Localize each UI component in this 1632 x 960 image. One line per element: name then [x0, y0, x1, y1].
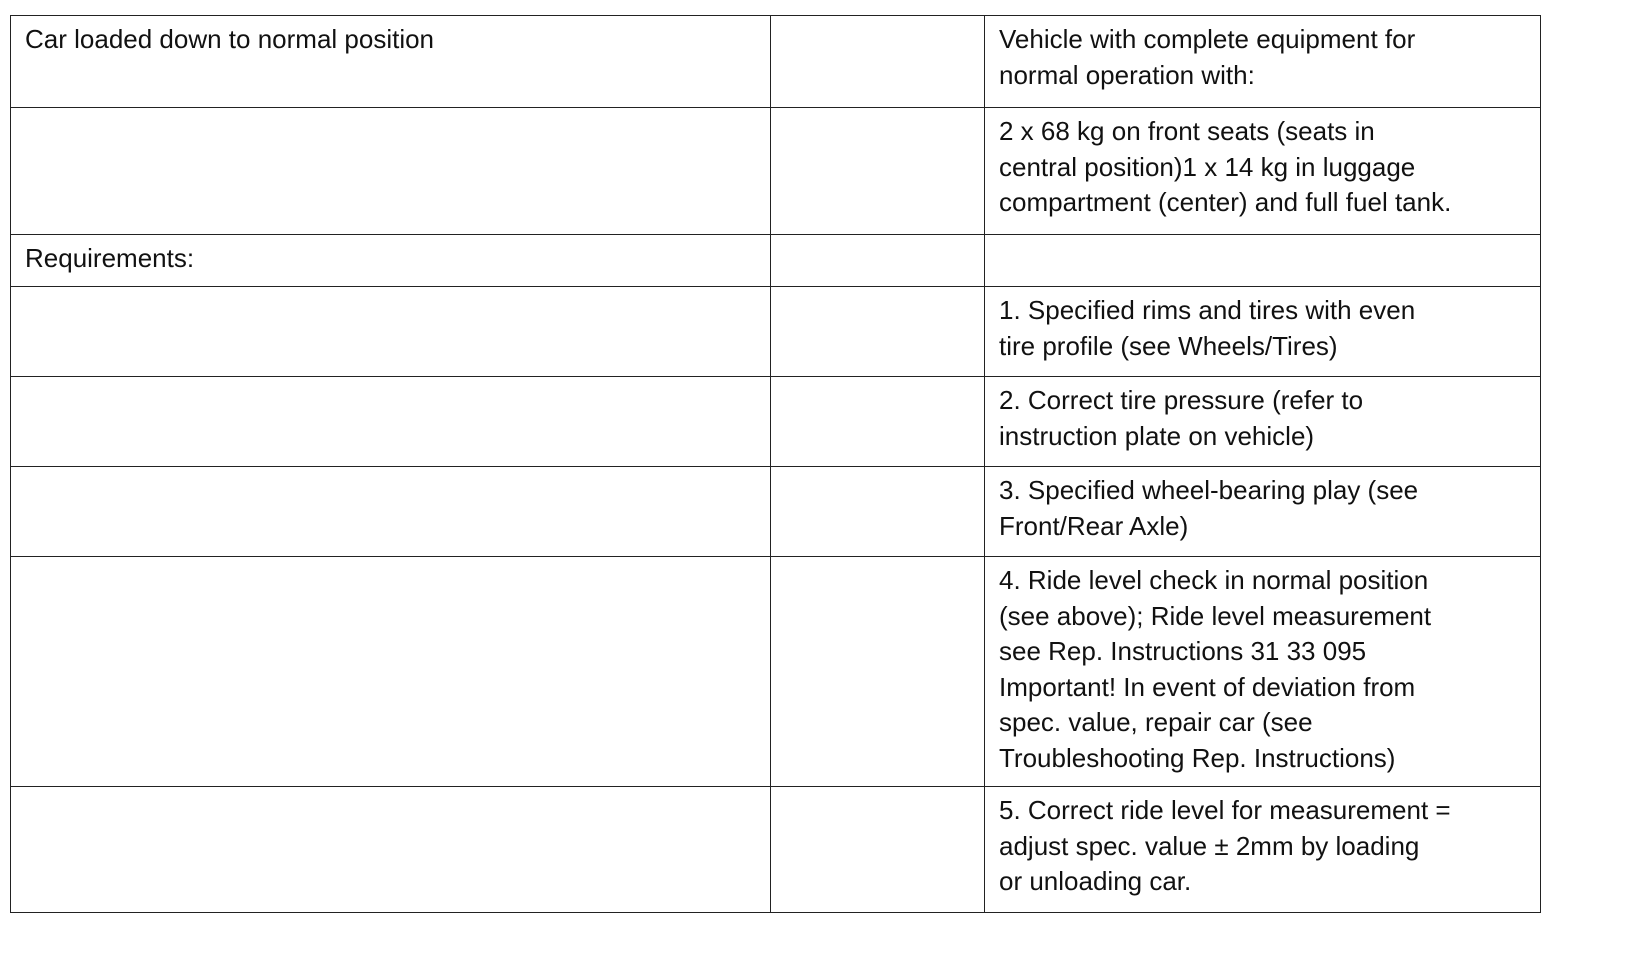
requirement-cell: 3. Specified wheel-bearing play (see Front/Rear Axle) [985, 467, 1541, 557]
requirement-cell: 2. Correct tire pressure (refer to instruction plate on vehicle) [985, 377, 1541, 467]
description-cell: Vehicle with complete equipment for normal operation with: [985, 16, 1541, 108]
empty-cell [771, 467, 985, 557]
requirements-table [10, 15, 1541, 913]
empty-cell [771, 377, 985, 467]
condition-cell [11, 787, 771, 913]
condition-cell [11, 557, 771, 787]
empty-cell [771, 557, 985, 787]
condition-cell [11, 377, 771, 467]
requirements-heading-cell: Requirements: [11, 235, 771, 287]
empty-cell [771, 16, 985, 108]
table-row [11, 235, 1541, 287]
condition-cell [11, 108, 771, 235]
empty-cell [771, 287, 985, 377]
description-cell: 2 x 68 kg on front seats (seats in central position)1 x 14 kg in luggage compartment (center) and full fuel tank. [985, 108, 1541, 235]
table-row [11, 377, 1541, 467]
empty-cell [771, 787, 985, 913]
empty-cell [771, 235, 985, 287]
condition-cell [11, 467, 771, 557]
empty-cell [771, 108, 985, 235]
requirement-cell: 1. Specified rims and tires with even tire profile (see Wheels/Tires) [985, 287, 1541, 377]
table-row [11, 557, 1541, 787]
table-row [11, 787, 1541, 913]
table-row [11, 287, 1541, 377]
condition-cell [11, 287, 771, 377]
requirement-cell: 5. Correct ride level for measurement = adjust spec. value ± 2mm by loading or unloading car. [985, 787, 1541, 913]
requirement-cell: 4. Ride level check in normal position (see above); Ride level measurement see Rep. Instructions 31 33 095 Important! In event of deviation from spec. value, repair car (see Troubleshooting Rep. Instructions) [985, 557, 1541, 787]
description-cell [985, 235, 1541, 287]
table-row [11, 16, 1541, 108]
table-row [11, 467, 1541, 557]
condition-cell: Car loaded down to normal position [11, 16, 771, 108]
table-row [11, 108, 1541, 235]
